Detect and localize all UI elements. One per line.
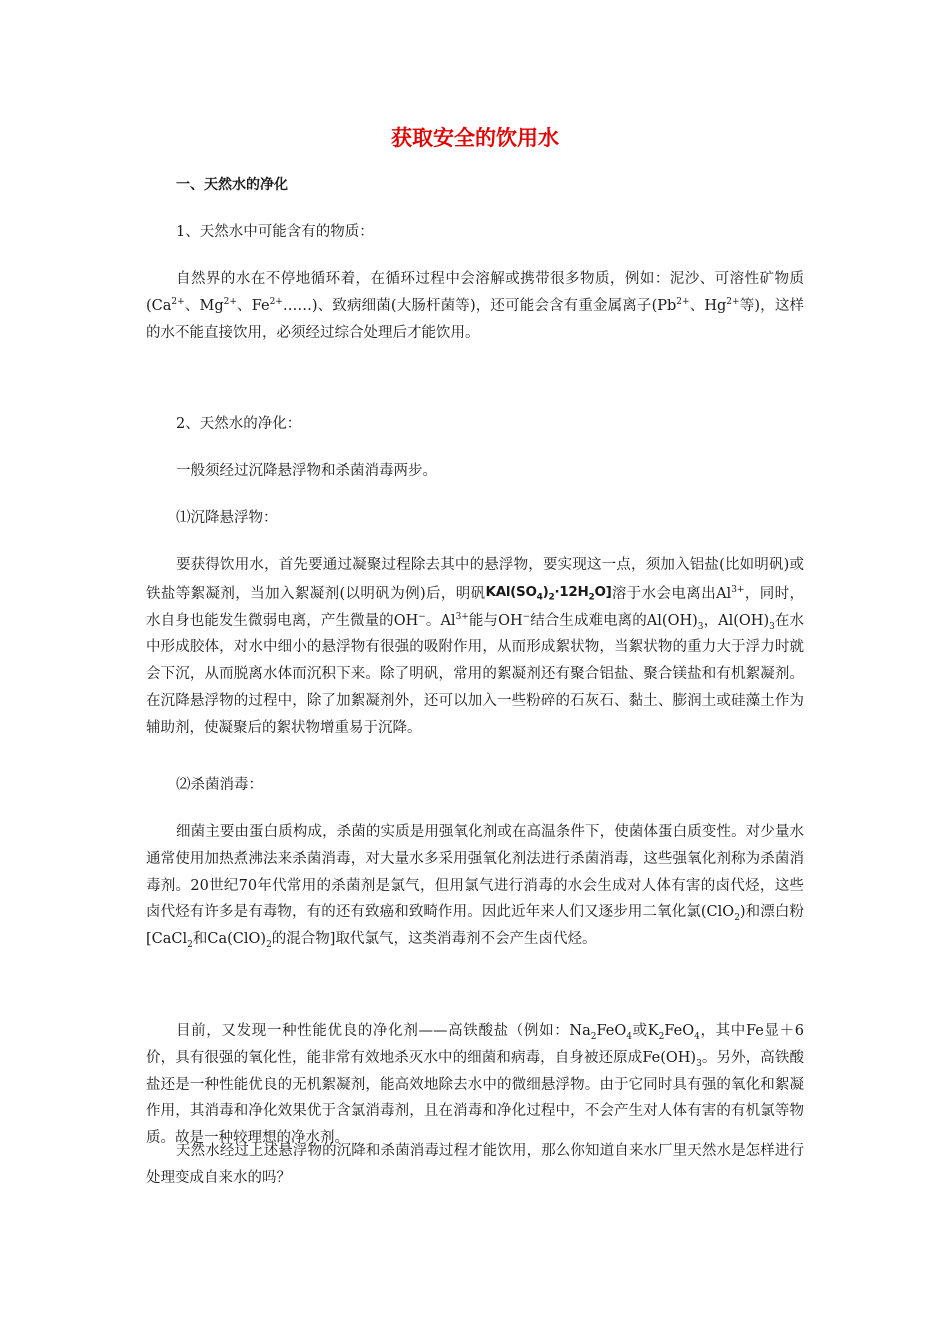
subsection-2-label: ⑵杀菌消毒：	[176, 777, 263, 793]
item-2-intro: 一般须经过沉降悬浮物和杀菌消毒两步。	[176, 463, 437, 479]
paragraph-natural-water-substances: 自然界的水在不停地循环着，在循环过程中会溶解或携带很多物质，例如：泥沙、可溶性矿物质($Ca^{2+}$、$Mg^{2+}$、$Fe^{2+}\dots\dots$)、致病细菌(大肠杆菌等)，还可能会含有重金属离子($Pb^{2+}$、$Hg^{2+}$等)，这样的水不能直接饮用，必须经过综合处理后才能饮用。	[146, 271, 804, 341]
document-title: 获取安全的饮用水	[391, 126, 559, 150]
paragraph-closing-question: 天然水经过上述悬浮物的沉降和杀菌消毒过程才能饮用，那么你知道自来水厂里天然水是怎样进行处理变成自来水的吗？	[146, 1143, 804, 1186]
subsection-1-label: ⑴沉降悬浮物：	[176, 510, 278, 526]
paragraph-sedimentation: 要获得饮用水，首先要通过凝聚过程除去其中的悬浮物，要实现这一点，须加入铝盐(比如明矾)或铁盐等絮凝剂，当加入絮凝剂(以明矾为例)后，明矾$KAl(SO_4)_2\cdot 12H_2O$]溶于水会电离出$Al^{3+}$，同时，水自身也能发生微弱电离，产生微量的OH−。$Al^{3+}$能与OH−结合生成难电离的$Al(OH)_3$，$Al(OH)_3$在水中形成胶体，对水中细小的悬浮物有很强的吸附作用，从而形成絮状物，当絮状物的重力大于浮力时就会下沉，从而脱离水体而沉积下来。除了明矾，常用的絮凝剂还有聚合铝盐、聚合镁盐和有机絮凝剂。在沉降悬浮物的过程中，除了加絮凝剂外，还可以加入一些粉碎的石灰石、黏土、膨润土或硅藻土作为辅助剂，使凝聚后的絮状物增重易于沉降。	[146, 557, 805, 736]
item-1-label: 1、天然水中可能含有的物质：	[176, 224, 374, 240]
paragraph-disinfection: 细菌主要由蛋白质构成，杀菌的实质是用强氧化剂或在高温条件下，使菌体蛋白质变性。对少量水通常使用加热煮沸法来杀菌消毒，对大量水多采用强氧化剂法进行杀菌消毒，这些强氧化剂称为杀菌消毒剂。20世纪70年代常用的杀菌剂是氯气，但用氯气进行消毒的水会生成对人体有害的卤代烃，这些卤代烃有许多是有毒物，有的还有致癌和致畸作用。因此近年来人们又逐步用二氧化氯(ClO$_2$)和漂白粉[CaCl$_2$和$Ca(ClO)_2$的混合物]取代氯气，这类消毒剂不会产生卤代烃。	[146, 824, 804, 951]
paragraph-ferrate: 目前，又发现一种性能优良的净化剂——高铁酸盐（例如：$Na_2FeO_4$或$K_2FeO_4$，其中Fe显＋6价，具有很强的氧化性，能非常有效地杀灭水中的细菌和病毒，自身被还原成$Fe(OH)_3$。另外，高铁酸盐还是一种性能优良的无机絮凝剂，能高效地除去水中的微细悬浮物。由于它同时具有强的氧化和絮凝作用，其消毒和净化效果优于含氯消毒剂，且在消毒和净化过程中，不会产生对人体有害的有机氯等物质。故是一种较理想的净水剂。	[146, 1023, 804, 1147]
alum-formula: $KAl(SO_4)_2\cdot 12H_2O$]	[485, 583, 612, 603]
item-2-label: 2、天然水的净化：	[176, 416, 302, 432]
section-heading: 一、天然水的净化	[176, 177, 288, 193]
